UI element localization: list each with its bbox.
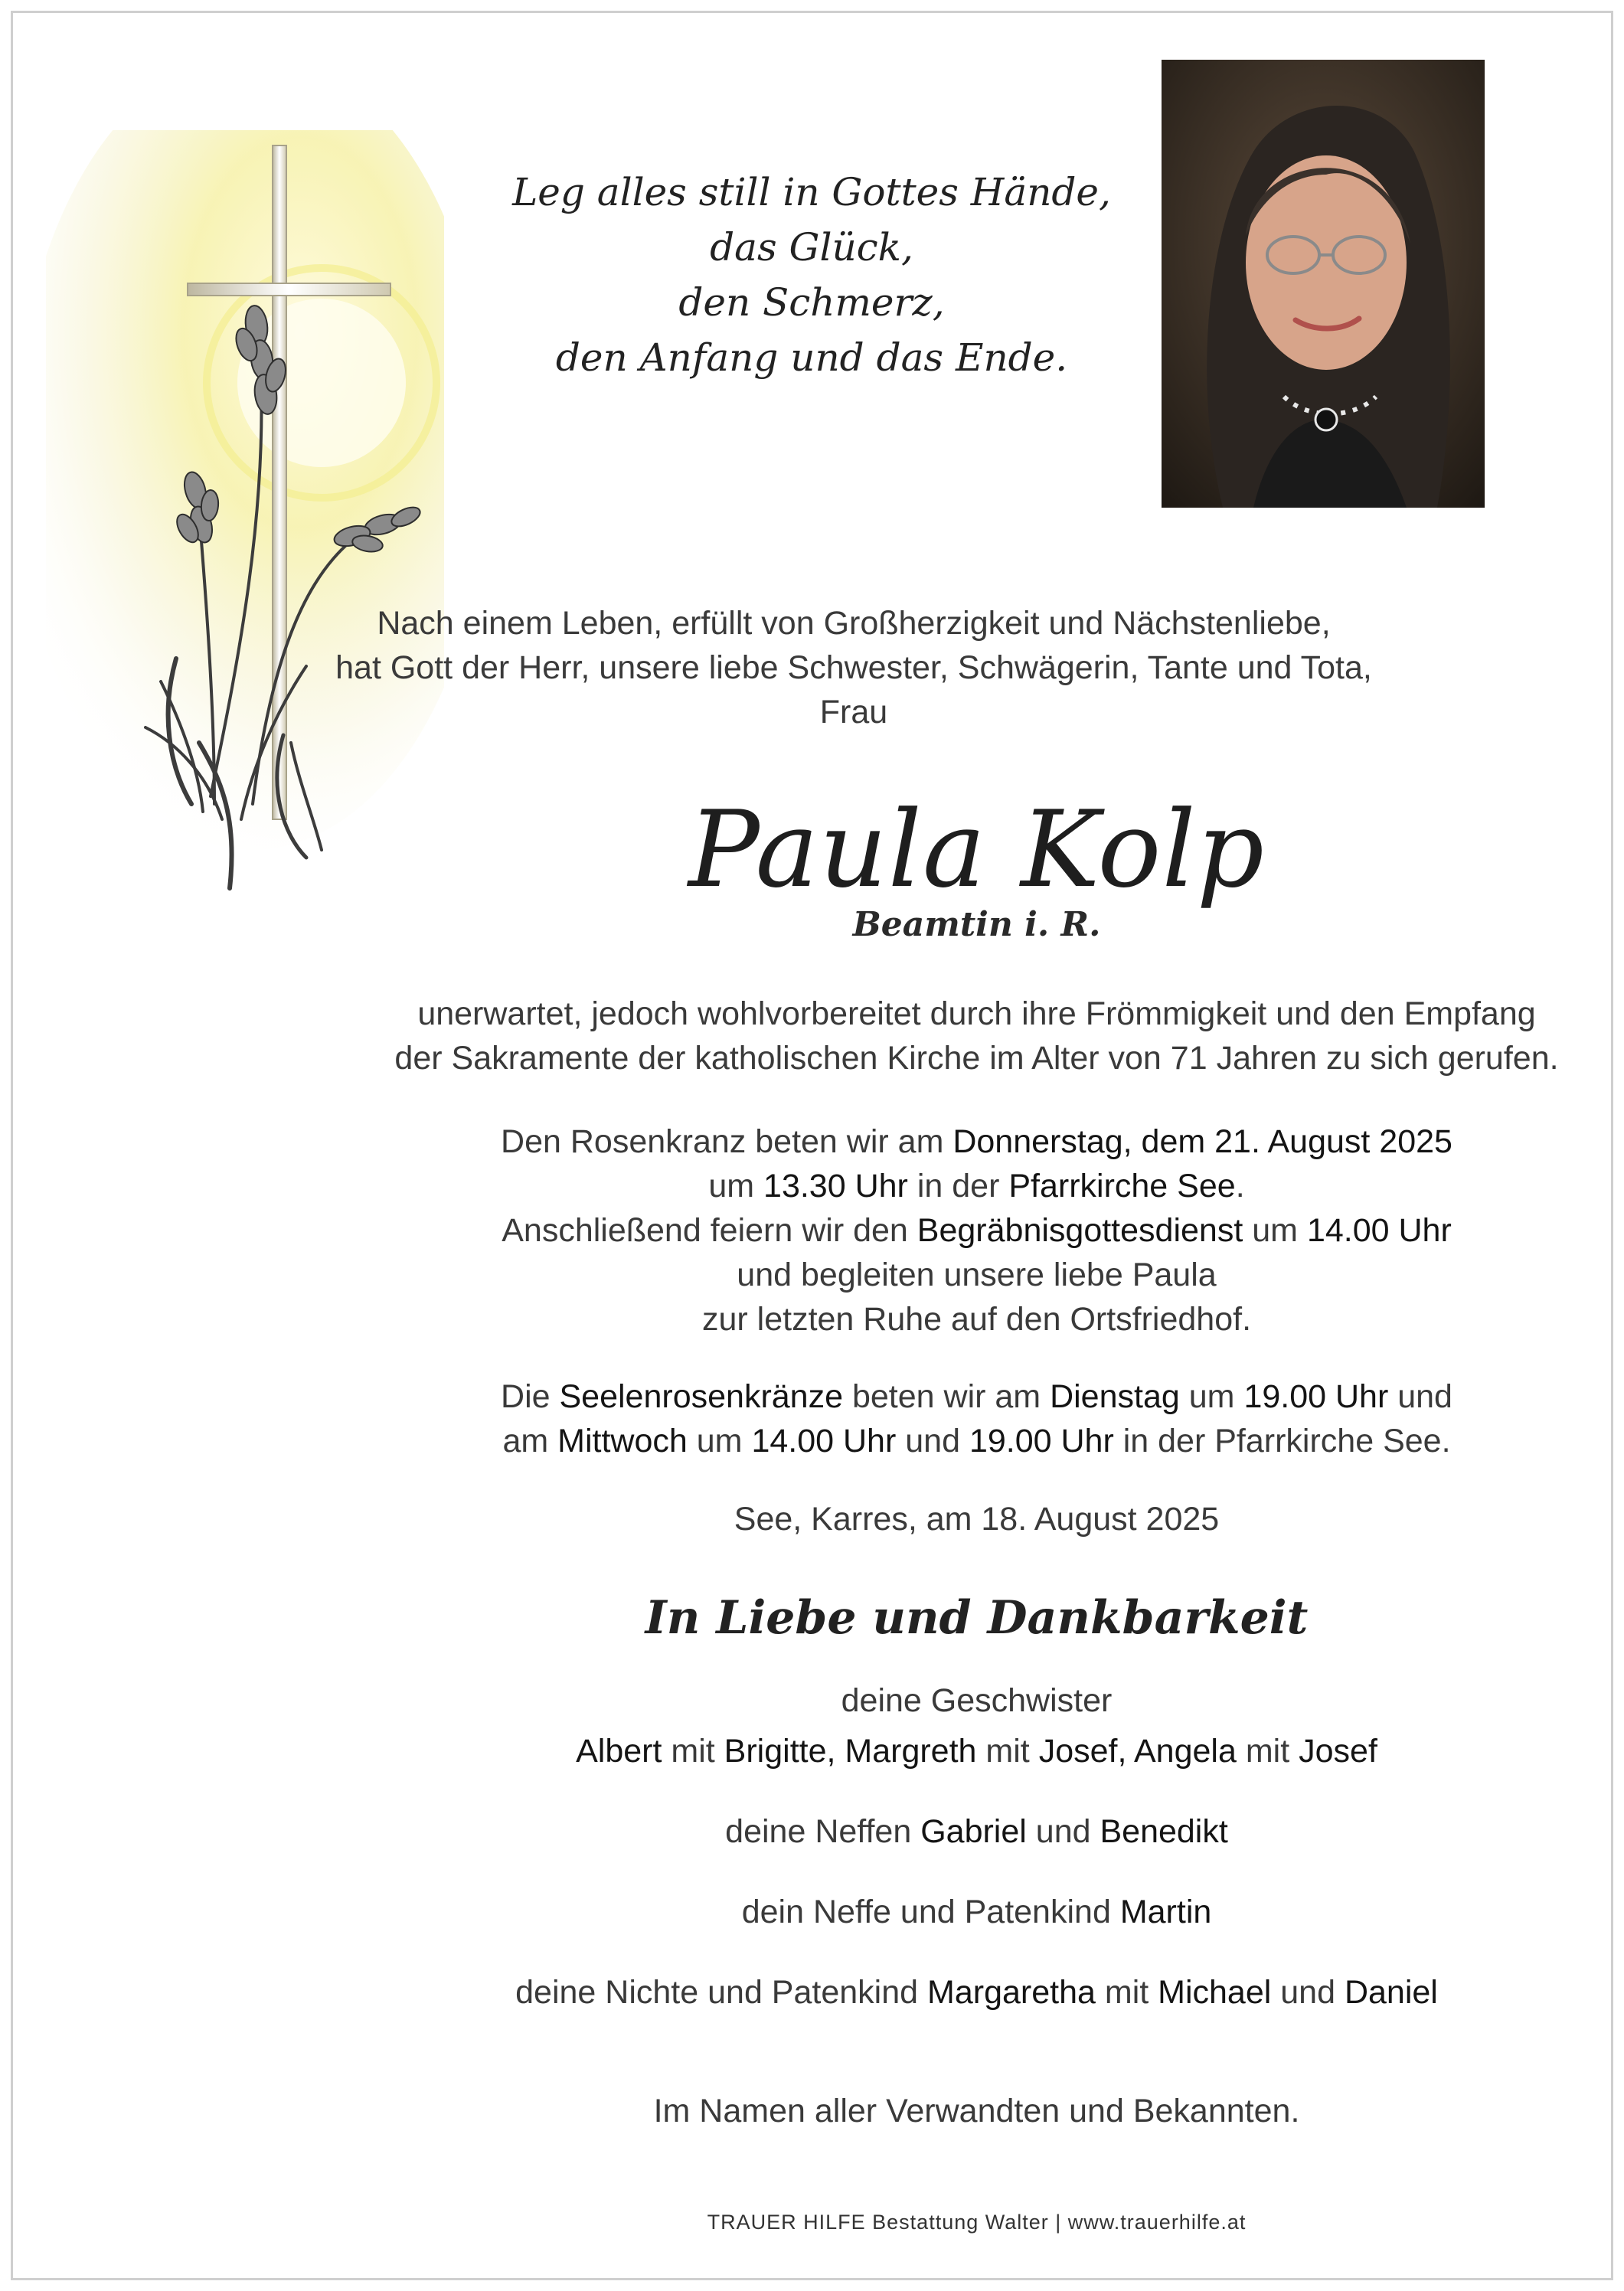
- closing-line: Im Namen aller Verwandten und Bekannten.: [653, 2093, 1300, 2129]
- funeral-line: und begleiten unsere liebe Paula: [737, 1257, 1217, 1293]
- godson-line: dein Neffe und Patenkind Martin: [741, 1894, 1212, 1930]
- footer-credit: TRAUER HILFE Bestattung Walter | www.trauerhilfe.at: [707, 2211, 1247, 2234]
- verse-line: das Glück,: [710, 225, 913, 270]
- verse: [429, 165, 1194, 385]
- portrait-photo: [1162, 60, 1485, 508]
- deceased-title: Beamtin i. R.: [852, 905, 1101, 944]
- called-line: unerwartet, jedoch wohlvorbereitet durch ihre Frömmigkeit und den Empfang: [417, 995, 1536, 1032]
- rosary-funeral-text: [0, 1119, 1624, 1342]
- nephews-line: deine Neffen Gabriel und Benedikt: [725, 1813, 1228, 1850]
- intro-line: hat Gott der Herr, unsere liebe Schwester, Schwägerin, Tante und Tota,: [335, 649, 1372, 686]
- verse-line: Leg alles still in Gottes Hände,: [512, 170, 1111, 214]
- funeral-service: Begräbnisgottesdienst: [917, 1212, 1243, 1249]
- rosary-line: um 13.30 Uhr in der Pfarrkirche See.: [708, 1168, 1245, 1204]
- place-date: See, Karres, am 18. August 2025: [734, 1501, 1220, 1538]
- siblings-label: deine Geschwister: [841, 1682, 1113, 1719]
- soul-rosary-line: am Mittwoch um 14.00 Uhr und 19.00 Uhr in der Pfarrkirche See.: [502, 1423, 1451, 1459]
- verse-line: den Anfang und das Ende.: [555, 335, 1068, 380]
- funeral-line: zur letzten Ruhe auf den Ortsfriedhof.: [701, 1301, 1252, 1338]
- deceased-name: Paula Kolp: [688, 788, 1266, 911]
- rosary-time: 13.30 Uhr: [763, 1168, 908, 1204]
- intro-line: Frau: [819, 694, 888, 730]
- intro-text: [203, 601, 1505, 734]
- rosary-date: Donnerstag, dem 21. August 2025: [953, 1123, 1452, 1160]
- funeral-time: 14.00 Uhr: [1306, 1212, 1452, 1249]
- siblings-list: Albert mit Brigitte, Margreth mit Josef, Angela mit Josef: [576, 1733, 1377, 1770]
- soul-rosary-text: [0, 1374, 1624, 1463]
- verse-line: den Schmerz,: [678, 280, 945, 325]
- rosary-church: Pfarrkirche See: [1008, 1168, 1236, 1204]
- called-line: der Sakramente der katholischen Kirche im Alter von 71 Jahren zu sich gerufen.: [394, 1040, 1559, 1077]
- goddaughter-line: deine Nichte und Patenkind Margaretha mit Michael und Daniel: [515, 1974, 1438, 2011]
- thanks-heading: In Liebe und Dankbarkeit: [645, 1591, 1309, 1645]
- rosary-line: Den Rosenkranz beten wir am Donnerstag, dem 21. August 2025: [501, 1123, 1452, 1160]
- called-text: [0, 992, 1624, 1080]
- intro-line: Nach einem Leben, erfüllt von Großherzigkeit und Nächstenliebe,: [377, 605, 1331, 642]
- funeral-line: Anschließend feiern wir den Begräbnisgottesdienst um 14.00 Uhr: [502, 1212, 1452, 1249]
- soul-rosary-line: Die Seelenrosenkränze beten wir am Dienstag um 19.00 Uhr und: [501, 1378, 1452, 1415]
- sun-glow: [46, 130, 444, 850]
